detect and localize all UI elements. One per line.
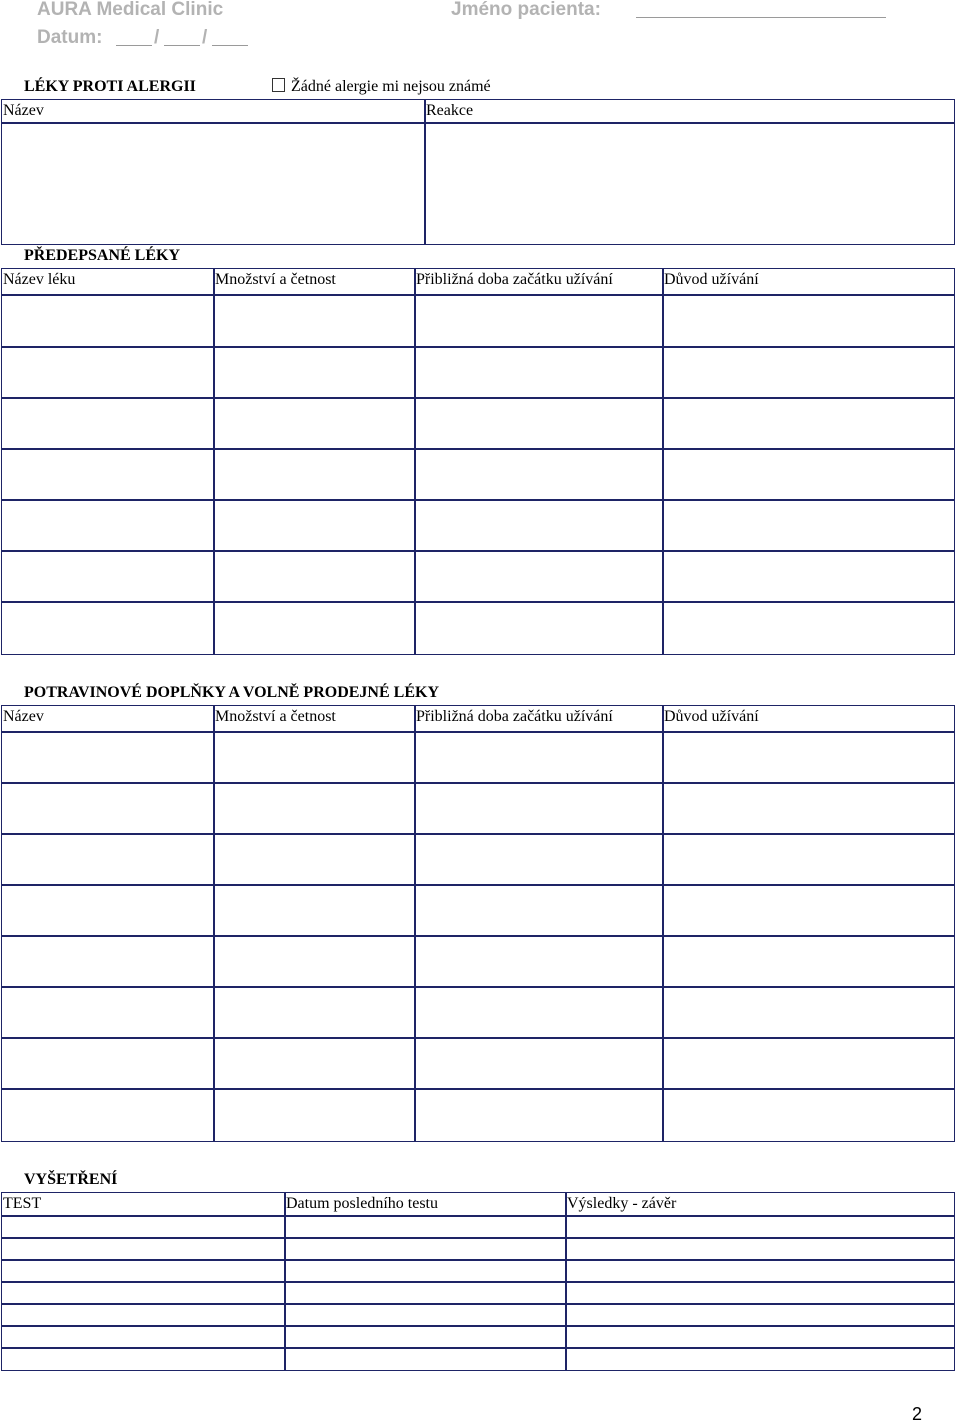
- column-header-label: Název: [3, 708, 44, 725]
- table-cell[interactable]: [1, 1281, 286, 1305]
- column-header: [662, 268, 955, 296]
- table-cell[interactable]: [1, 782, 215, 835]
- table-cell[interactable]: [213, 935, 416, 988]
- table-cell[interactable]: [414, 986, 664, 1039]
- table-cell[interactable]: [662, 294, 955, 348]
- table-cell[interactable]: [662, 346, 955, 399]
- table-cell[interactable]: [1, 1088, 215, 1142]
- column-header-label: Reakce: [426, 102, 474, 119]
- table-cell[interactable]: [284, 1259, 567, 1283]
- table-cell[interactable]: [662, 935, 955, 988]
- page-number: 2: [911, 1404, 922, 1424]
- table-cell[interactable]: [213, 397, 416, 450]
- column-header: [284, 1192, 567, 1217]
- table-cell[interactable]: [1, 1259, 286, 1283]
- column-header-label: Důvod užívání: [664, 271, 759, 288]
- table-cell[interactable]: [213, 346, 416, 399]
- date-month-field[interactable]: [164, 45, 200, 46]
- table-cell[interactable]: [414, 601, 664, 655]
- column-header-label: Výsledky - závěr: [567, 1195, 677, 1212]
- table-cell[interactable]: [284, 1215, 567, 1239]
- table-cell[interactable]: [565, 1281, 955, 1305]
- table-cell[interactable]: [1, 884, 215, 937]
- column-header: [414, 705, 664, 733]
- column-header-label: Množství a četnost: [215, 271, 336, 288]
- column-header-label: Název léku: [3, 271, 76, 288]
- table-cell[interactable]: [213, 448, 416, 501]
- table-cell[interactable]: [565, 1347, 955, 1371]
- table-cell[interactable]: [565, 1303, 955, 1327]
- checkbox-icon[interactable]: [272, 78, 285, 92]
- table-cell[interactable]: [1, 1325, 286, 1349]
- table-cell[interactable]: [662, 601, 955, 655]
- table-cell[interactable]: [414, 499, 664, 552]
- column-header: [1, 268, 215, 296]
- table-cell[interactable]: [414, 448, 664, 501]
- table-cell[interactable]: [662, 731, 955, 784]
- column-header-label: Důvod užívání: [664, 708, 759, 725]
- table-cell[interactable]: [565, 1215, 955, 1239]
- table-cell[interactable]: [213, 550, 416, 603]
- column-header: [213, 705, 416, 733]
- column-header: [565, 1192, 955, 1217]
- table-cell[interactable]: [662, 1088, 955, 1142]
- table-cell[interactable]: [213, 782, 416, 835]
- table-cell[interactable]: [565, 1237, 955, 1261]
- table-cell[interactable]: [1, 935, 215, 988]
- table-cell[interactable]: [414, 935, 664, 988]
- table-cell[interactable]: [414, 1037, 664, 1090]
- table-cell[interactable]: [284, 1281, 567, 1305]
- table-cell[interactable]: [662, 448, 955, 501]
- table-cell[interactable]: [213, 986, 416, 1039]
- table-cell[interactable]: [1, 346, 215, 399]
- date-separator: /: [202, 27, 208, 48]
- column-header: [1, 99, 426, 124]
- table-cell[interactable]: [1, 1303, 286, 1327]
- column-header: [414, 268, 664, 296]
- table-cell[interactable]: [1, 448, 215, 501]
- table-cell[interactable]: [662, 782, 955, 835]
- table-cell[interactable]: [213, 1088, 416, 1142]
- table-cell[interactable]: [1, 1037, 215, 1090]
- allergy-section-title: LÉKY PROTI ALERGII: [24, 78, 196, 95]
- table-cell[interactable]: [414, 550, 664, 603]
- column-header: [1, 1192, 286, 1217]
- table-cell[interactable]: [662, 986, 955, 1039]
- table-cell[interactable]: [414, 782, 664, 835]
- table-cell[interactable]: [414, 833, 664, 886]
- table-cell[interactable]: [662, 499, 955, 552]
- patient-name-label: Jméno pacienta:: [451, 0, 601, 20]
- table-cell[interactable]: [1, 122, 426, 245]
- table-cell[interactable]: [414, 346, 664, 399]
- table-cell[interactable]: [213, 1037, 416, 1090]
- tests-section-title: VYŠETŘENÍ: [24, 1171, 118, 1188]
- table-cell[interactable]: [1, 294, 215, 348]
- patient-name-field[interactable]: [636, 17, 886, 18]
- table-cell[interactable]: [414, 294, 664, 348]
- date-year-field[interactable]: [212, 45, 248, 46]
- table-cell[interactable]: [662, 1037, 955, 1090]
- column-header-label: Množství a četnost: [215, 708, 336, 725]
- column-header: [662, 705, 955, 733]
- prescribed-section-title: PŘEDEPSANÉ LÉKY: [24, 247, 181, 264]
- table-cell[interactable]: [662, 833, 955, 886]
- table-cell[interactable]: [284, 1303, 567, 1327]
- table-cell[interactable]: [1, 499, 215, 552]
- table-cell[interactable]: [662, 884, 955, 937]
- table-cell[interactable]: [1, 986, 215, 1039]
- table-cell[interactable]: [213, 499, 416, 552]
- table-cell[interactable]: [284, 1237, 567, 1261]
- no-allergy-checkbox[interactable]: [272, 78, 491, 96]
- column-header: [213, 268, 416, 296]
- table-cell[interactable]: [1, 1237, 286, 1261]
- table-cell[interactable]: [213, 833, 416, 886]
- date-label: Datum:: [37, 27, 103, 48]
- table-cell[interactable]: [213, 884, 416, 937]
- column-header-label: TEST: [3, 1195, 42, 1212]
- table-cell[interactable]: [414, 1088, 664, 1142]
- table-cell[interactable]: [284, 1325, 567, 1349]
- column-header-label: Přibližná doba začátku užívání: [416, 271, 613, 288]
- date-separator: /: [154, 27, 160, 48]
- table-cell[interactable]: [424, 122, 955, 245]
- table-cell[interactable]: [213, 731, 416, 784]
- table-cell[interactable]: [662, 550, 955, 603]
- column-header: [1, 705, 215, 733]
- table-cell[interactable]: [1, 833, 215, 886]
- table-cell[interactable]: [414, 397, 664, 450]
- clinic-name: AURA Medical Clinic: [37, 0, 224, 20]
- table-cell[interactable]: [1, 397, 215, 450]
- table-cell[interactable]: [1, 731, 215, 784]
- table-cell[interactable]: [565, 1325, 955, 1349]
- table-cell[interactable]: [1, 1215, 286, 1239]
- table-cell[interactable]: [1, 550, 215, 603]
- column-header-label: Název: [3, 102, 44, 119]
- no-allergy-label: Žádné alergie mi nejsou známé: [291, 78, 491, 95]
- table-cell[interactable]: [1, 601, 215, 655]
- date-day-field[interactable]: [116, 45, 152, 46]
- table-cell[interactable]: [213, 601, 416, 655]
- table-cell[interactable]: [565, 1259, 955, 1283]
- table-cell[interactable]: [662, 397, 955, 450]
- table-cell[interactable]: [1, 1347, 286, 1371]
- table-cell[interactable]: [414, 731, 664, 784]
- table-cell[interactable]: [414, 884, 664, 937]
- table-cell[interactable]: [284, 1347, 567, 1371]
- column-header: [424, 99, 955, 124]
- table-cell[interactable]: [213, 294, 416, 348]
- supplements-section-title: POTRAVINOVÉ DOPLŇKY A VOLNĚ PRODEJNÉ LÉKY: [24, 684, 439, 701]
- column-header-label: Datum posledního testu: [286, 1195, 438, 1212]
- column-header-label: Přibližná doba začátku užívání: [416, 708, 613, 725]
